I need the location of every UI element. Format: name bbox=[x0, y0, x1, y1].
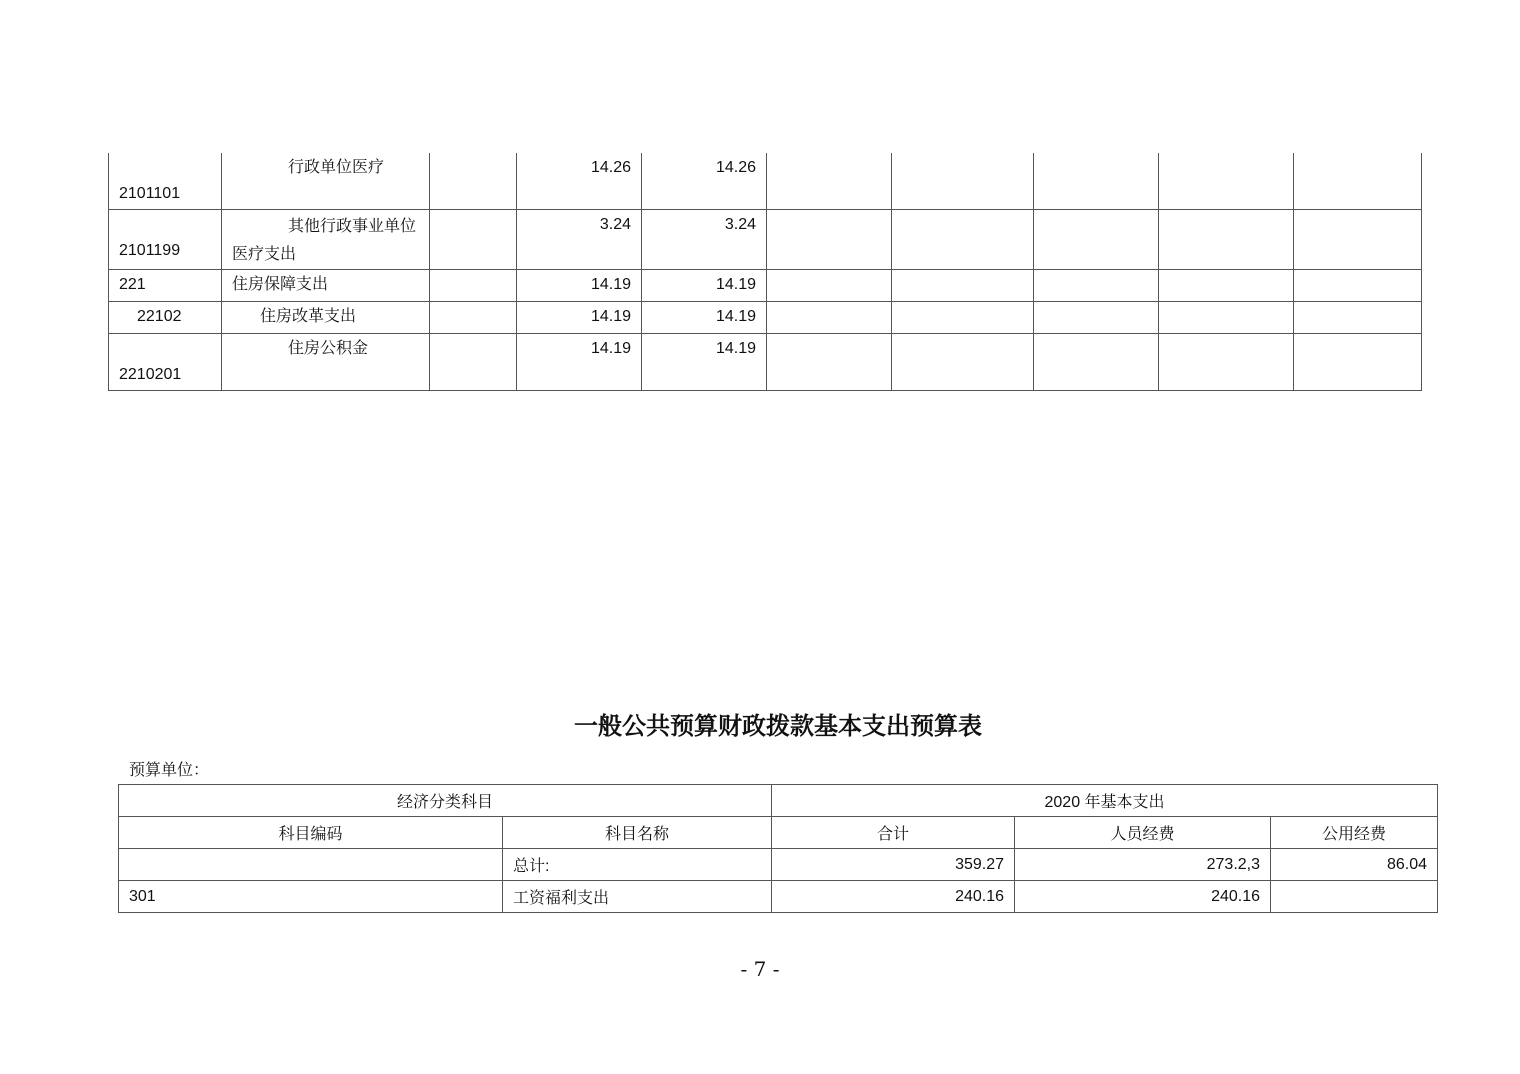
empty-cell bbox=[430, 334, 517, 391]
empty-cell bbox=[1159, 153, 1294, 210]
amount-cell: 14.19 bbox=[642, 302, 767, 334]
subject-name-cell: 住房保障支出 bbox=[222, 270, 430, 302]
empty-cell bbox=[430, 210, 517, 270]
amount-cell: 14.26 bbox=[517, 153, 642, 210]
economic-classification-header: 经济分类科目 bbox=[119, 785, 772, 817]
subject-name-cell: 住房改革支出 bbox=[222, 302, 430, 334]
empty-cell bbox=[1034, 153, 1159, 210]
amount-cell: 14.19 bbox=[642, 334, 767, 391]
empty-cell bbox=[430, 270, 517, 302]
empty-cell bbox=[1294, 302, 1422, 334]
column-header-name: 科目名称 bbox=[503, 817, 772, 849]
column-header-code: 科目编码 bbox=[119, 817, 503, 849]
empty-cell bbox=[430, 302, 517, 334]
empty-cell bbox=[1034, 270, 1159, 302]
empty-cell bbox=[1034, 302, 1159, 334]
budget-unit-label: 预算单位： bbox=[129, 762, 210, 779]
empty-cell bbox=[1294, 270, 1422, 302]
table-row bbox=[119, 849, 1438, 881]
empty-cell bbox=[892, 302, 1034, 334]
empty-cell bbox=[1294, 334, 1422, 391]
budget-table-title: 一般公共预算财政拨款基本支出预算表 bbox=[574, 711, 982, 740]
table-row bbox=[109, 270, 1422, 302]
empty-cell bbox=[767, 210, 892, 270]
table-row bbox=[109, 302, 1422, 334]
subject-code-cell: 22102 bbox=[109, 302, 222, 334]
table-row bbox=[109, 210, 1422, 270]
empty-cell bbox=[767, 302, 892, 334]
subject-name-cell: 住房公积金 bbox=[222, 334, 430, 391]
table-row bbox=[109, 153, 1422, 210]
subject-name-cell: 工资福利支出 bbox=[503, 881, 772, 913]
basic-expenditure-table bbox=[118, 784, 1438, 913]
table-header-row bbox=[119, 785, 1438, 817]
page-number: - 7 - bbox=[740, 957, 780, 981]
empty-cell bbox=[767, 153, 892, 210]
empty-cell bbox=[1034, 334, 1159, 391]
empty-cell bbox=[892, 153, 1034, 210]
empty-cell bbox=[892, 270, 1034, 302]
personnel-amount-cell: 273.2,3 bbox=[1015, 849, 1271, 881]
table-header-row bbox=[119, 817, 1438, 849]
empty-cell bbox=[1159, 210, 1294, 270]
empty-cell bbox=[430, 153, 517, 210]
empty-cell bbox=[892, 334, 1034, 391]
column-header-public: 公用经费 bbox=[1271, 817, 1438, 849]
subject-code-cell: 2101199 bbox=[109, 210, 222, 270]
subject-code-cell: 2210201 bbox=[109, 334, 222, 391]
amount-cell: 3.24 bbox=[517, 210, 642, 270]
total-amount-cell: 359.27 bbox=[772, 849, 1015, 881]
top-budget-table bbox=[108, 153, 1422, 391]
subject-code-cell: 221 bbox=[109, 270, 222, 302]
amount-cell: 14.19 bbox=[517, 270, 642, 302]
subject-name-cell: 总计: bbox=[503, 849, 772, 881]
subject-code-cell: 2101101 bbox=[109, 153, 222, 210]
empty-cell bbox=[1159, 270, 1294, 302]
amount-cell: 14.26 bbox=[642, 153, 767, 210]
empty-cell bbox=[767, 270, 892, 302]
empty-cell bbox=[892, 210, 1034, 270]
table-row bbox=[109, 334, 1422, 391]
subject-code-cell: 301 bbox=[119, 881, 503, 913]
subject-code-cell bbox=[119, 849, 503, 881]
table-row bbox=[119, 881, 1438, 913]
amount-cell: 14.19 bbox=[517, 334, 642, 391]
amount-cell: 14.19 bbox=[642, 270, 767, 302]
public-amount-cell: 86.04 bbox=[1271, 849, 1438, 881]
empty-cell bbox=[1159, 334, 1294, 391]
column-header-personnel: 人员经费 bbox=[1015, 817, 1271, 849]
empty-cell bbox=[1294, 210, 1422, 270]
personnel-amount-cell: 240.16 bbox=[1015, 881, 1271, 913]
amount-cell: 3.24 bbox=[642, 210, 767, 270]
column-header-total: 合计 bbox=[772, 817, 1015, 849]
empty-cell bbox=[767, 334, 892, 391]
amount-cell: 14.19 bbox=[517, 302, 642, 334]
empty-cell bbox=[1294, 153, 1422, 210]
basic-expenditure-header: 2020 年基本支出 bbox=[772, 785, 1438, 817]
subject-name-cell: 其他行政事业单位医疗支出 bbox=[222, 210, 430, 270]
subject-name-cell: 行政单位医疗 bbox=[222, 153, 430, 210]
empty-cell bbox=[1159, 302, 1294, 334]
public-amount-cell bbox=[1271, 881, 1438, 913]
total-amount-cell: 240.16 bbox=[772, 881, 1015, 913]
empty-cell bbox=[1034, 210, 1159, 270]
